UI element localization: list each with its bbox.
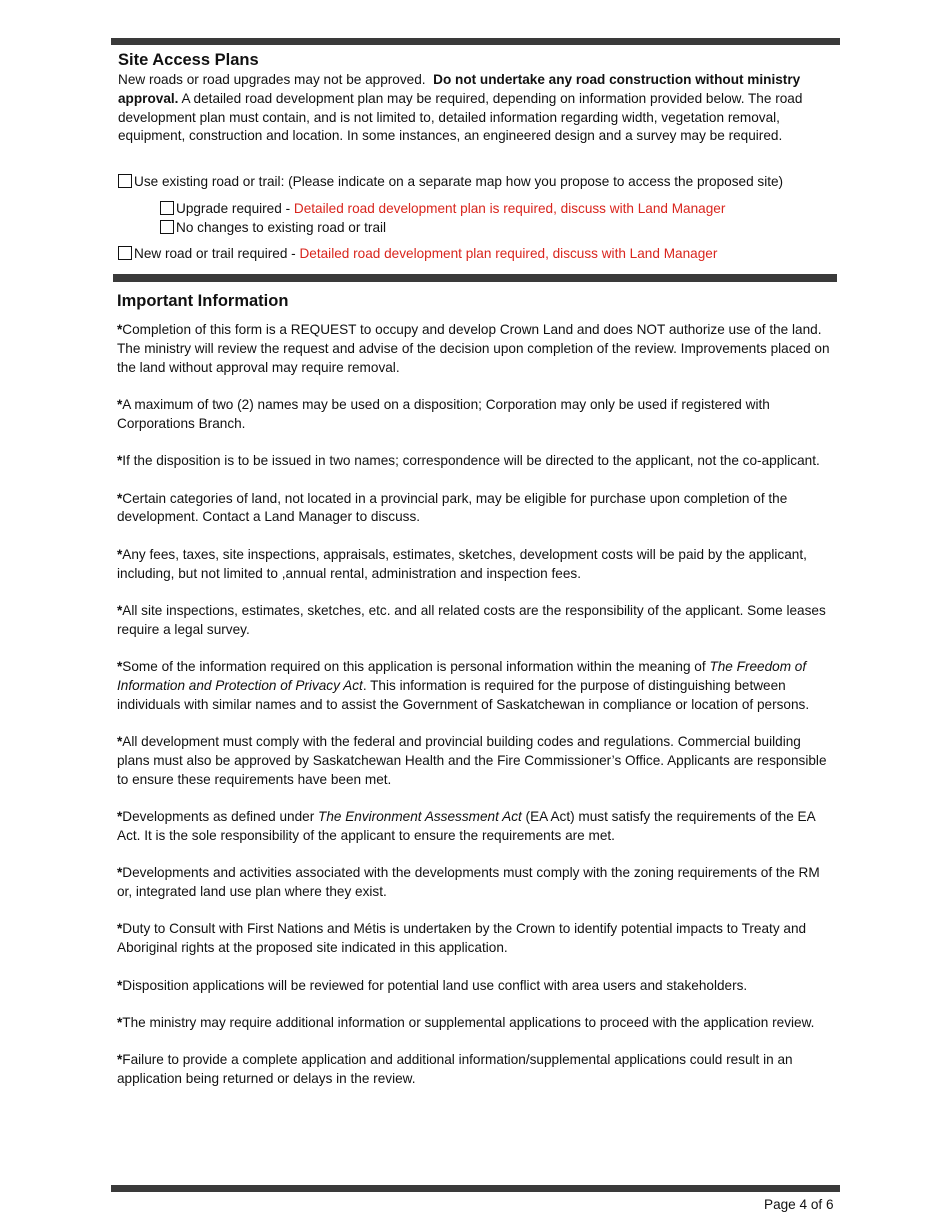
site-access-title: Site Access Plans [118, 51, 259, 69]
info-item: *Any fees, taxes, site inspections, appraisals, estimates, sketches, development costs will be paid by the applicant, including, but not limited to ,annual rental, administration and inspection fees. [117, 546, 807, 581]
existing-road-checkbox[interactable] [118, 174, 132, 188]
info-item: *Duty to Consult with First Nations and Métis is undertaken by the Crown to identify potential impacts to Treaty and Aboriginal rights at the proposed site indicated in this application. [117, 921, 807, 956]
option-upgrade-required: Upgrade required - Detailed road development plan is required, discuss with Land Manager [160, 200, 725, 218]
middle-divider-bar [113, 274, 837, 282]
info-item: *Certain categories of land, not located in a provincial park, may be eligible for purchase upon completion of the development. Contact a Land Manager to discuss. [117, 490, 788, 525]
info-item-building-codes: *All development must comply with the federal and provincial building codes and regulations. Commercial building plans must also be approved by Saskatchewan Health and the Fire Commissioner’s Office. Applicants are responsible to ensure these requirements have been met. [117, 734, 827, 787]
important-info-header [117, 291, 829, 311]
bottom-divider-bar [111, 1185, 840, 1192]
info-item: *Failure to provide a complete application and additional information/supplemental applications could result in an application being returned or delays in the review. [117, 1052, 793, 1087]
new-road-note: Detailed road development plan required, discuss with Land Manager [299, 246, 718, 261]
important-info-list [117, 321, 832, 1089]
info-item: *Completion of this form is a REQUEST to occupy and develop Crown Land and does NOT authorize use of the land. The ministry will review the request and advise of the decision upon completion of the review. Improvements placed on the land without approval may require removal. [117, 322, 830, 375]
info-item: *If the disposition is to be issued in two names; correspondence will be directed to the applicant, not the co-applicant. [117, 453, 820, 469]
info-item: *The ministry may require additional information or supplemental applications to proceed with the application review. [117, 1015, 815, 1031]
option-new-road: New road or trail required - Detailed road development plan required, discuss with Land Manager [118, 245, 717, 263]
info-item-ea-act: *Developments as defined under The Environment Assessment Act (EA Act) must satisfy the requirements of the EA Act. It is the sole responsibility of the applicant to ensure the requirements are met. [117, 809, 815, 843]
info-item: *All site inspections, estimates, sketches, etc. and all related costs are the responsibility of the applicant. Some leases require a legal survey. [117, 602, 826, 637]
important-info-title: Important Information [117, 292, 289, 310]
site-access-section [118, 50, 830, 146]
info-item: *A maximum of two (2) names may be used on a disposition; Corporation may only be used if registered with Corporations Branch. [117, 396, 770, 431]
top-divider-bar [111, 38, 840, 45]
upgrade-required-checkbox[interactable] [160, 201, 174, 215]
option-existing-road: Use existing road or trail: (Please indicate on a separate map how you propose to access the proposed site) [118, 173, 783, 191]
info-item-privacy: *Some of the information required on this application is personal information within the meaning of The Freedom of Information and Protection of Privacy Act. This information is required for the purpose of distinguishing between individuals with similar names and to assist the Government of Saskatchewan in compliance or location of persons. [117, 659, 810, 712]
site-access-intro: New roads or road upgrades may not be approved. Do not undertake any road construction without ministry approval. A detailed road development plan may be required, depending on information provided below. The road development plan must contain, and is not limited to, detailed information regarding width, vegetation removal, equipment, construction and location. In some instances, an engineered design and a survey may be required. [118, 72, 803, 144]
new-road-checkbox[interactable] [118, 246, 132, 260]
no-changes-checkbox[interactable] [160, 220, 174, 234]
upgrade-note: Detailed road development plan is required, discuss with Land Manager [293, 201, 726, 216]
info-item: *Developments and activities associated with the developments must comply with the zoning requirements of the RM or, integrated land use plan where they exist. [117, 865, 820, 900]
option-no-changes: No changes to existing road or trail [160, 219, 386, 237]
info-item: *Disposition applications will be reviewed for potential land use conflict with area users and stakeholders. [117, 977, 748, 993]
page-number: Page 4 of 6 [764, 1197, 834, 1212]
